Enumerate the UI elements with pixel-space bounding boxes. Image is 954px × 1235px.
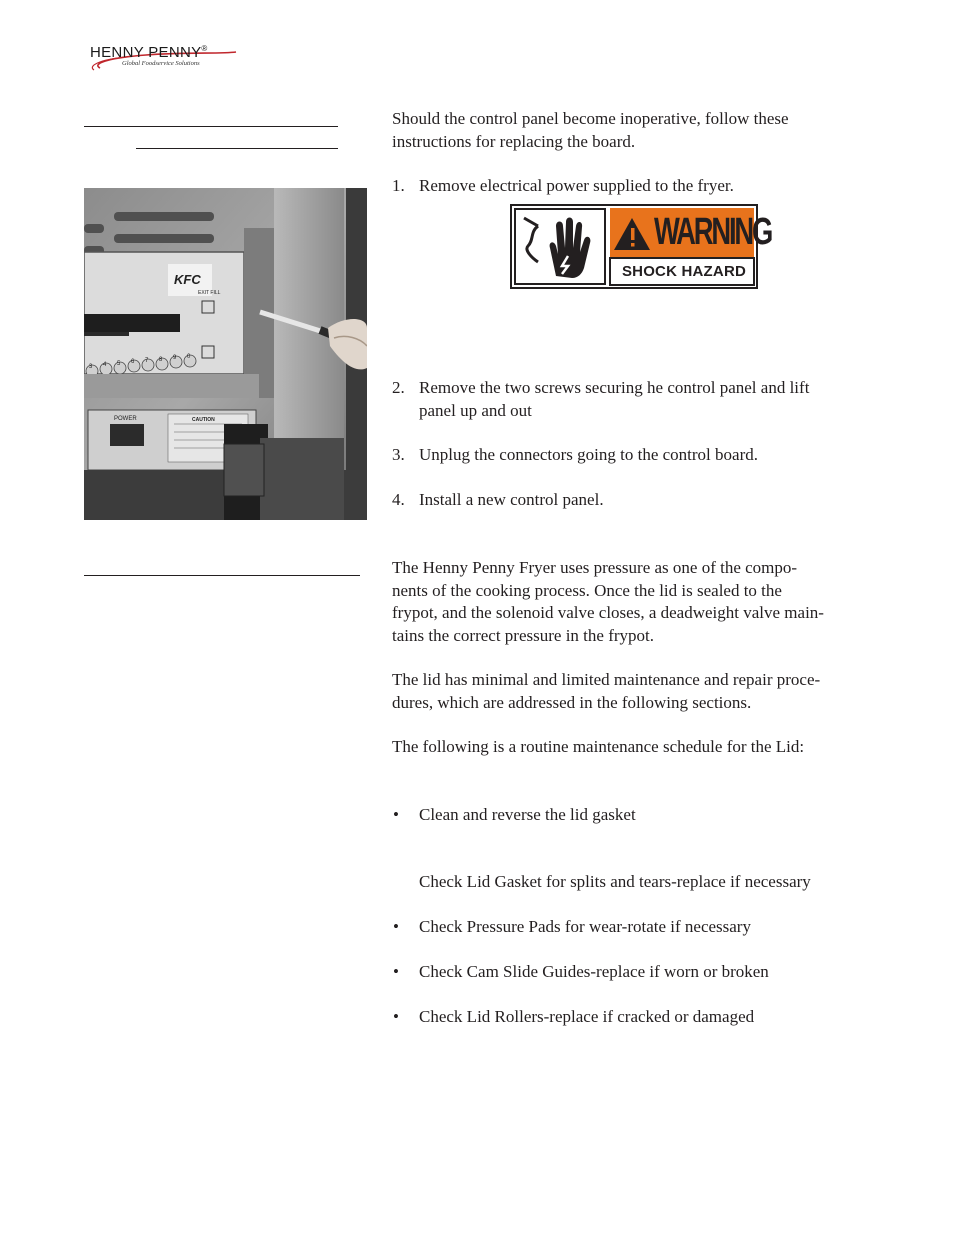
bullet: • <box>393 917 399 936</box>
shock-hazard-warning-label <box>510 204 772 289</box>
step-text: Remove the two screws securing he control panel and lift <box>419 378 810 397</box>
step-number: 1. <box>392 176 405 195</box>
lid-para2-line: dures, which are addressed in the following sections. <box>392 692 752 712</box>
photo-keypad <box>86 354 206 378</box>
heading-rule-3 <box>84 575 360 576</box>
step-number: 4. <box>392 490 405 509</box>
photo-exit-fill-label: EXIT FILL <box>198 290 221 296</box>
henny-penny-logo <box>86 42 246 76</box>
lid-para2-line: The lid has minimal and limited maintenance and repair proce- <box>392 670 821 689</box>
maintenance-item-text: Check Lid Gasket for splits and tears-replace if necessary <box>419 872 811 891</box>
photo-caution-label: CAUTION <box>192 417 215 423</box>
brand-name: HENNY PENNY <box>90 44 202 61</box>
keypad-key: 9 <box>173 355 177 361</box>
brand-tagline: Global Foodservice Solutions <box>122 60 200 67</box>
registered-mark: ® <box>201 44 208 53</box>
lid-para1-line: frypot, and the solenoid valve closes, a deadweight valve main- <box>392 603 824 622</box>
lid-paragraph-3: The following is a routine maintenance schedule for the Lid: <box>392 737 805 756</box>
lid-paragraph-1 <box>392 557 912 647</box>
keypad-key: 8 <box>159 357 163 363</box>
step-text: Unplug the connectors going to the control board. <box>419 445 758 464</box>
keypad-key: 4 <box>103 362 107 368</box>
keypad-key: 7 <box>145 358 149 364</box>
maintenance-item-text: Check Cam Slide Guides-replace if worn or broken <box>419 962 769 981</box>
intro-line-1: Should the control panel become inoperative, follow these <box>392 109 789 128</box>
keypad-key: 3 <box>89 364 93 370</box>
warning-title: WARNING <box>654 211 772 253</box>
keypad-key: 5 <box>117 361 121 367</box>
maintenance-item-text: Check Lid Rollers-replace if cracked or damaged <box>419 1007 755 1026</box>
intro-paragraph <box>392 108 892 153</box>
bullet: • <box>393 805 399 824</box>
bullet: • <box>393 1007 399 1026</box>
step-2 <box>392 377 892 423</box>
lid-para1-line: tains the correct pressure in the frypot. <box>392 625 654 645</box>
keypad-key: 6 <box>131 359 135 365</box>
heading-rule-2 <box>136 148 338 149</box>
lid-para1-line: The Henny Penny Fryer uses pressure as one of the compo- <box>392 558 798 577</box>
photo-power-label: POWER <box>114 416 137 422</box>
control-panel-photo <box>84 188 367 520</box>
lid-paragraph-2 <box>392 669 912 714</box>
maintenance-item-text: Check Pressure Pads for wear-rotate if necessary <box>419 917 751 936</box>
lid-para1-line: nents of the cooking process. Once the lid is sealed to the <box>392 580 782 600</box>
bullet: • <box>393 962 399 981</box>
step-text-continued: panel up and out <box>419 401 532 420</box>
step-text: Install a new control panel. <box>419 490 604 509</box>
keypad-key: 0 <box>187 354 191 360</box>
step-number: 2. <box>392 378 405 397</box>
warning-subtitle: SHOCK HAZARD <box>621 263 747 280</box>
photo-kfc-logo: KFC <box>174 272 201 287</box>
intro-line-2: instructions for replacing the board. <box>392 131 636 151</box>
fryer-photo-illustration <box>84 188 367 520</box>
maintenance-item-text: Clean and reverse the lid gasket <box>419 805 636 824</box>
step-number: 3. <box>392 445 405 464</box>
step-text: Remove electrical power supplied to the fryer. <box>419 176 734 195</box>
heading-rule-1 <box>84 126 338 127</box>
